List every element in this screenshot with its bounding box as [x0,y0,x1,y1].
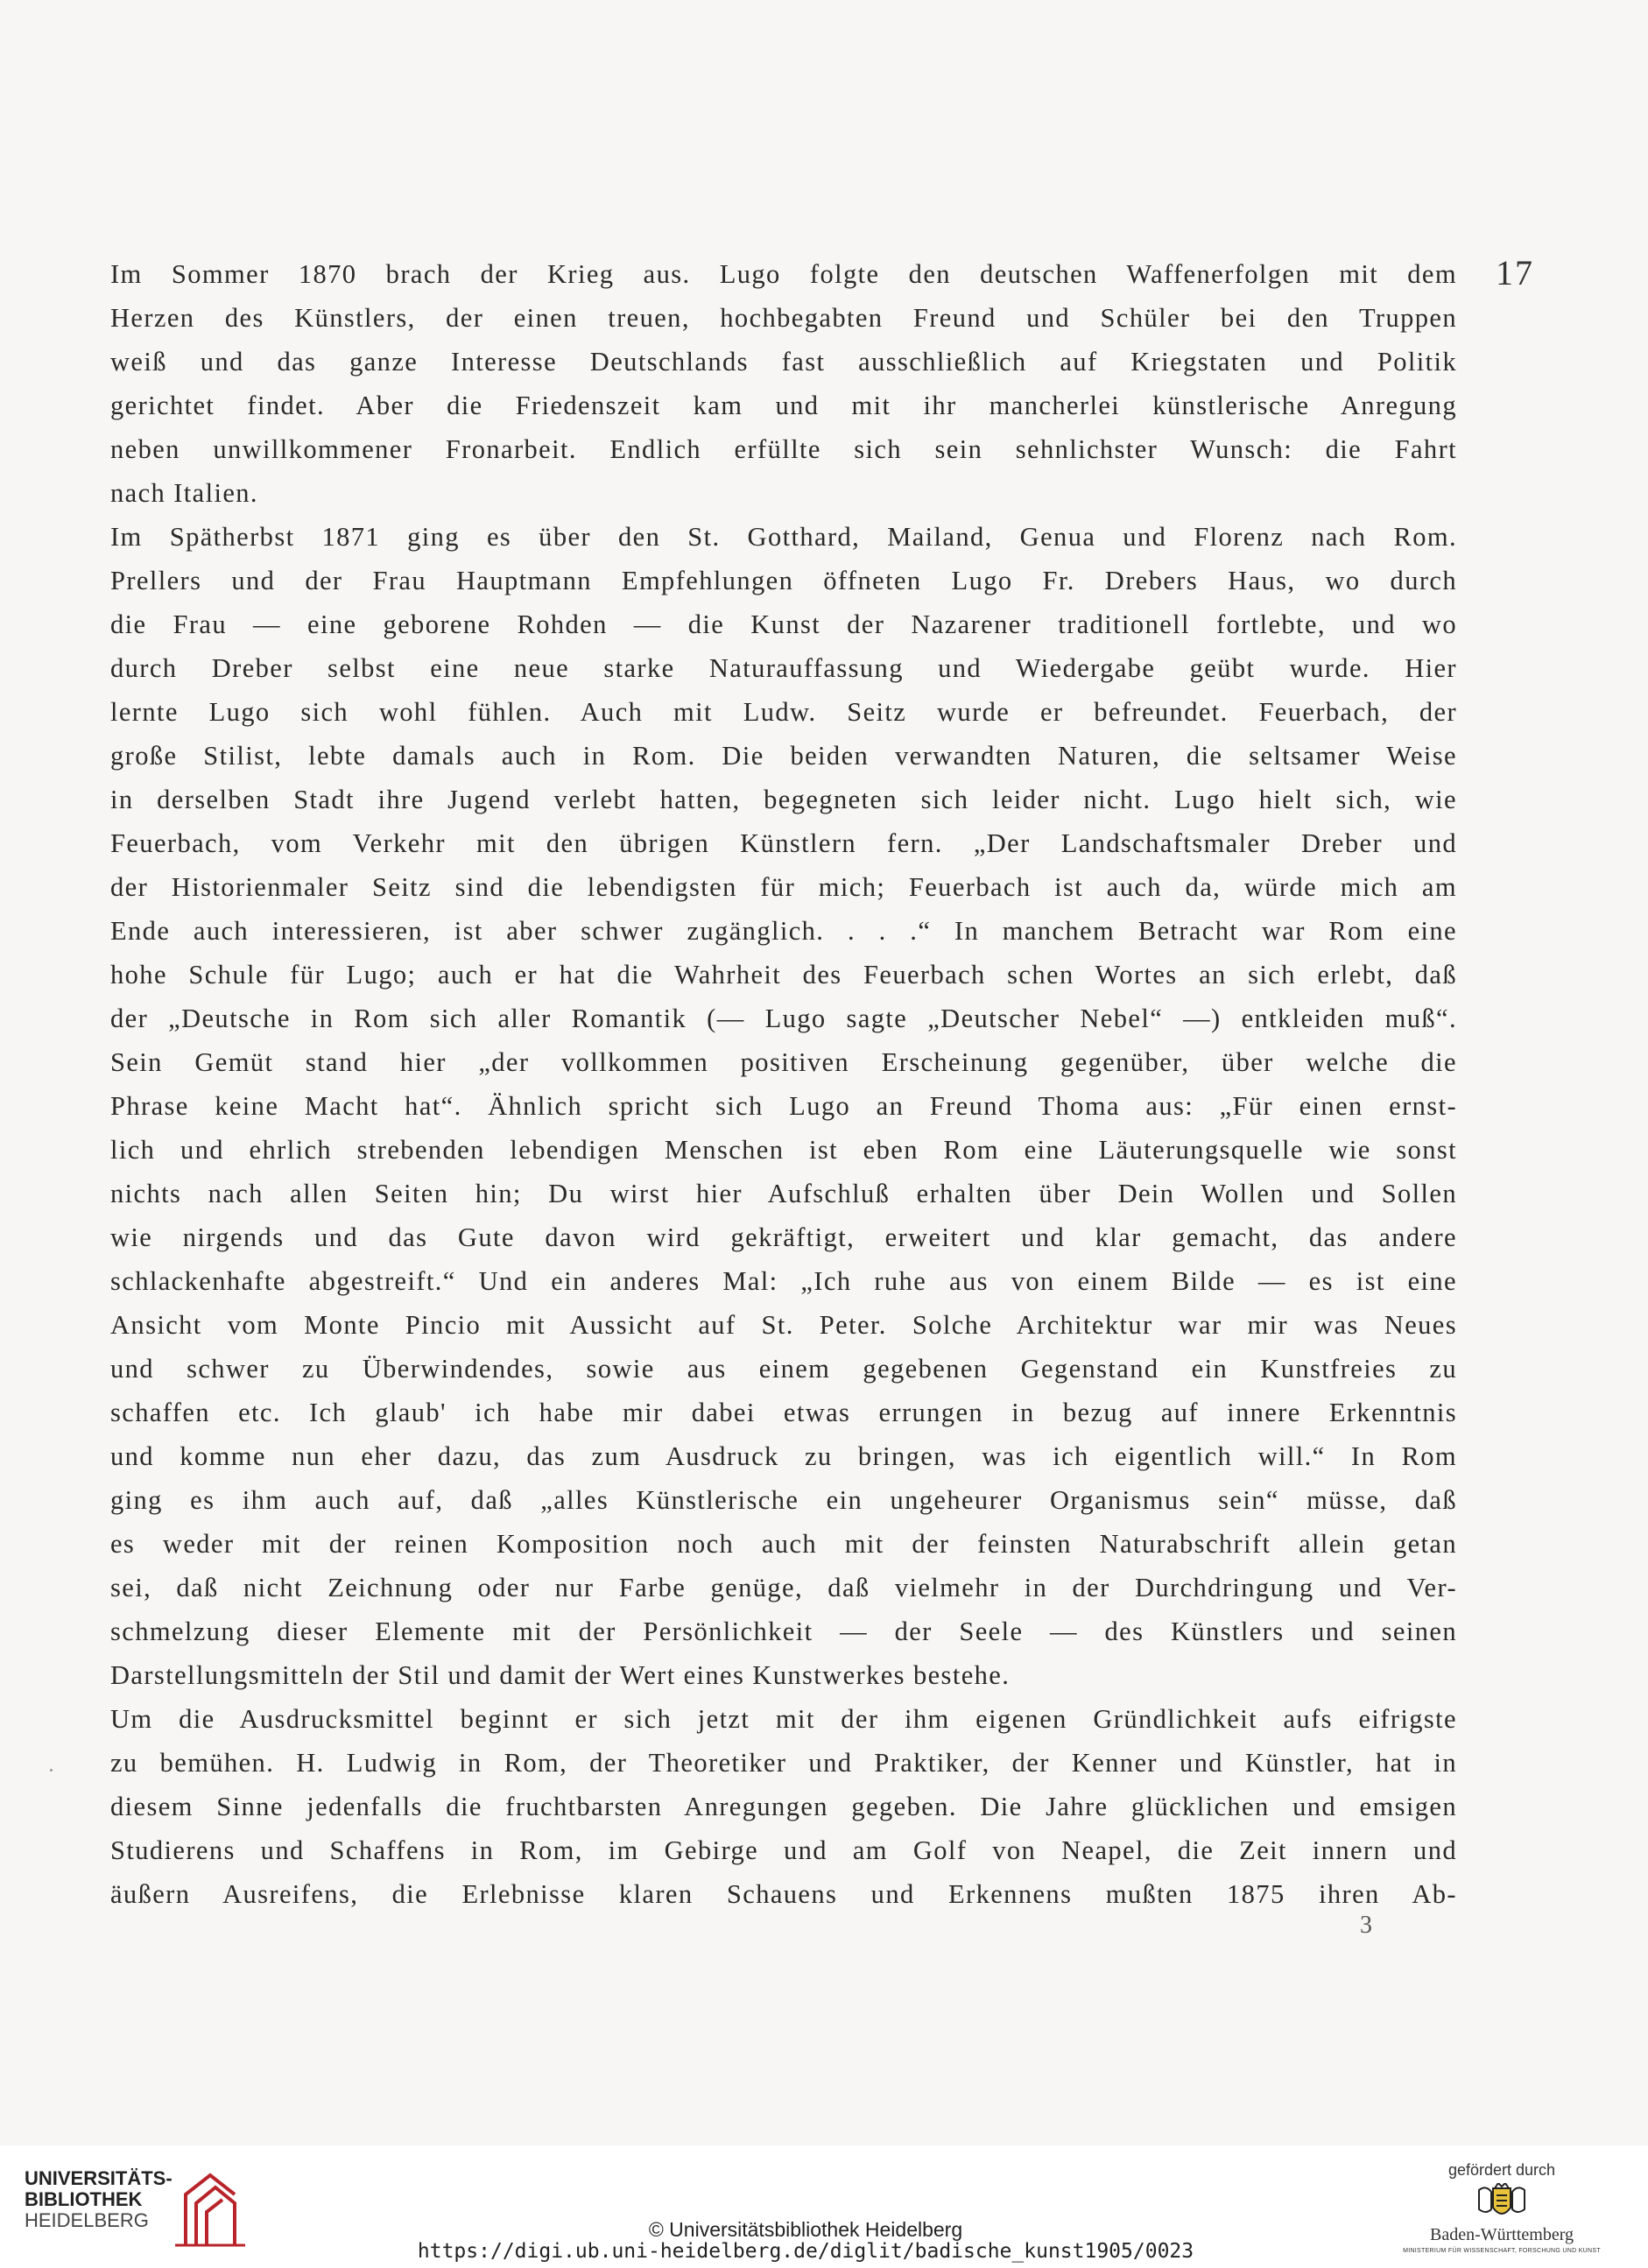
text-line: Im Spätherbst 1871 ging es über den St. Gotthard, Mailand, Genua und Florenz nach Rom. [110,522,1457,552]
text-line: nach Italien. [110,478,258,508]
footer [0,2145,1648,2268]
footer-credits [412,2219,1200,2262]
body-text [110,252,1457,1916]
text-line: schlackenhafte abgestreift.“ Und ein anderes Mal: „Ich ruhe aus von einem Bilde — es ist eine [110,1266,1457,1296]
page-number: 17 [1496,253,1534,292]
text-line: Um die Ausdrucksmittel beginnt er sich jetzt mit der ihm eigenen Gründlichkeit aufs eifrigste [110,1704,1457,1734]
text-line: große Stilist, lebte damals auch in Rom. Die beiden verwandten Naturen, die seltsamer Weise [110,741,1457,771]
text-line: zu bemühen. H. Ludwig in Rom, der Theoretiker und Praktiker, der Kenner und Künstler, hat in [110,1748,1457,1778]
text-line: lich und ehrlich strebenden lebendigen Menschen ist eben Rom eine Läuterungsquelle wie sonst [110,1135,1457,1165]
text-line: in derselben Stadt ihre Jugend verlebt hatten, begegneten sich leider nicht. Lugo hielt sich, wie [110,785,1457,814]
text-line: es weder mit der reinen Komposition noch auch mit der feinsten Naturabschrift allein getan [110,1529,1457,1559]
text-line: die Frau — eine geborene Rohden — die Kunst der Nazarener traditionell fortlebte, und wo [110,609,1457,639]
library-mark-icon [170,2168,250,2252]
library-name-line3: HEIDELBERG [25,2209,149,2231]
coat-of-arms-icon [1474,2183,1530,2223]
funding-logo[interactable] [1375,2161,1629,2254]
permalink[interactable]: https://digi.ub.uni-heidelberg.de/diglit/badische_kunst1905/0023 [417,2240,1194,2263]
library-name-line1: UNIVERSITÄTS- [25,2167,173,2189]
library-name-line2: BIBLIOTHEK [25,2188,143,2210]
text-line: Prellers und der Frau Hauptmann Empfehlungen öffneten Lugo Fr. Drebers Haus, wo durch [110,566,1457,595]
text-line: weiß und das ganze Interesse Deutschlands fast ausschließlich auf Kriegstaten und Politik [110,347,1457,377]
text-line: lernte Lugo sich wohl fühlen. Auch mit Ludw. Seitz wurde er befreundet. Feuerbach, der [110,697,1457,727]
text-line: Sein Gemüt stand hier „der vollkommen positiven Erscheinung gegenüber, über welche die [110,1047,1457,1077]
text-line: äußern Ausreifens, die Erlebnisse klaren Schauens und Erkennens mußten 1875 ihren Ab- [110,1879,1457,1909]
text-line: Studierens und Schaffens in Rom, im Gebirge und am Golf von Neapel, die Zeit innern und [110,1835,1457,1865]
state-name: Baden-Württemberg [1429,2225,1574,2244]
text-line: und komme nun eher dazu, das zum Ausdruck zu bringen, was ich eigentlich will.“ In Rom [110,1441,1457,1471]
text-line: Ansicht vom Monte Pincio mit Aussicht auf St. Peter. Solche Architektur war mir was Neues [110,1310,1457,1340]
university-library-logo[interactable] [25,2168,252,2256]
funded-by-label: gefördert durch [1447,2161,1556,2179]
text-line: schmelzung dieser Elemente mit der Persönlichkeit — der Seele — des Künstlers und seinen [110,1616,1457,1646]
copyright-text: © Universitätsbibliothek Heidelberg [648,2218,963,2241]
text-line: durch Dreber selbst eine neue starke Naturauffassung und Wiedergabe geübt wurde. Hier [110,653,1457,683]
text-line: Darstellungsmitteln der Stil und damit der Wert eines Kunstwerkes bestehe. [110,1660,1011,1690]
text-line: hohe Schule für Lugo; auch er hat die Wahrheit des Feuerbach schen Wortes an sich erlebt, daß [110,960,1457,990]
text-line: Im Sommer 1870 brach der Krieg aus. Lugo folgte den deutschen Waffenerfolgen mit dem [110,259,1457,289]
library-name [25,2168,173,2231]
text-line: sei, daß nicht Zeichnung oder nur Farbe genüge, daß vielmehr in der Durchdringung und Ver- [110,1573,1457,1602]
text-line: nichts nach allen Seiten hin; Du wirst hier Aufschluß erhalten über Dein Wollen und Sollen [110,1179,1457,1208]
text-line: diesem Sinne jedenfalls die fruchtbarsten Anregungen gegeben. Die Jahre glücklichen und emsigen [110,1792,1457,1821]
text-line: Phrase keine Macht hat“. Ähnlich spricht sich Lugo an Freund Thoma aus: „Für einen ernst- [110,1091,1457,1121]
text-line: Ende auch interessieren, ist aber schwer zugänglich. . . .“ In manchem Betracht war Rom eine [110,916,1457,946]
text-line: gerichtet findet. Aber die Friedenszeit kam und mit ihr mancherlei künstlerische Anregung [110,391,1457,420]
text-line: Herzen des Künstlers, der einen treuen, hochbegabten Freund und Schüler bei den Truppen [110,303,1457,333]
text-line: schaffen etc. Ich glaub' ich habe mir dabei etwas errungen in bezug auf innere Erkenntnis [110,1398,1457,1427]
text-line: und schwer zu Überwindendes, sowie aus einem gegebenen Gegenstand ein Kunstfreies zu [110,1354,1457,1384]
text-line: Feuerbach, vom Verkehr mit den übrigen Künstlern fern. „Der Landschaftsmaler Dreber und [110,828,1457,858]
text-line: der Historienmaler Seitz sind die lebendigsten für mich; Feuerbach ist auch da, würde mich am [110,872,1457,902]
signature-mark: 3 [1360,1912,1372,1939]
text-line: ging es ihm auch auf, daß „alles Künstlerische ein ungeheurer Organismus sein“ müsse, daß [110,1485,1457,1515]
text-line: der „Deutsche in Rom sich aller Romantik (— Lugo sagte „Deutscher Nebel“ —) entkleiden muß“. [110,1004,1457,1033]
ministry-name: MINISTERIUM FÜR WISSENSCHAFT, FORSCHUNG UND KUNST [1403,2248,1601,2254]
margin-mark [50,1769,53,1771]
text-line: wie nirgends und das Gute davon wird gekräftigt, erweitert und klar gemacht, das andere [110,1222,1457,1252]
text-line: neben unwillkommener Fronarbeit. Endlich erfüllte sich sein sehnlichster Wunsch: die Fahrt [110,434,1457,464]
